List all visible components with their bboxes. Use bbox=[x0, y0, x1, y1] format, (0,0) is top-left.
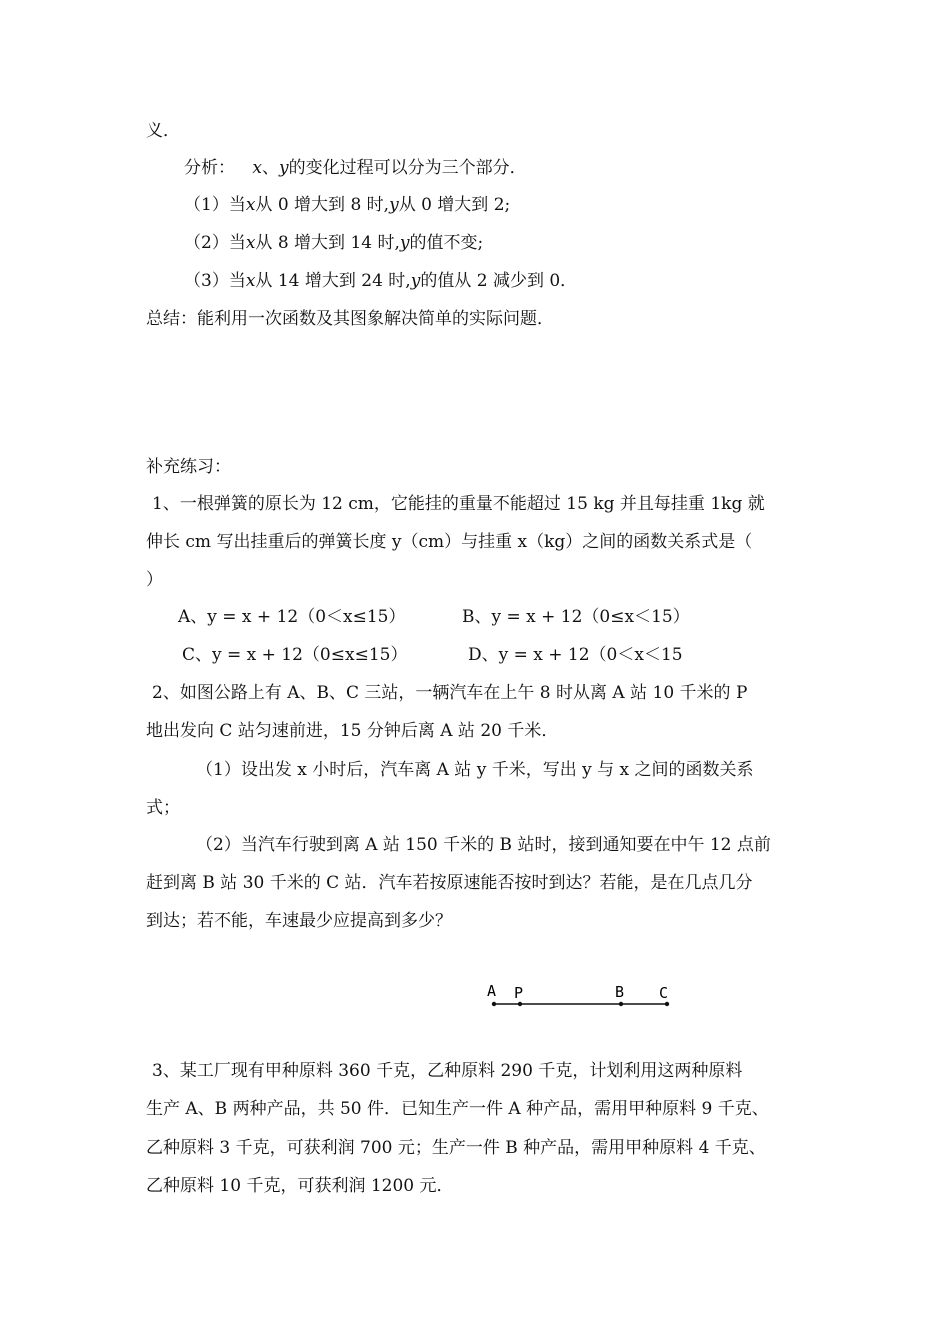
q1-option-c: C、y = x + 12（0≤x≤15） bbox=[182, 645, 408, 665]
q3-line-4: 乙种原料 10 千克，可获利润 1200 元． bbox=[146, 1176, 454, 1196]
var-x: x bbox=[245, 271, 256, 291]
part-text: 从 0 增大到 8 时, bbox=[255, 195, 390, 215]
road-diagram bbox=[480, 978, 680, 1018]
summary: 总结：能利用一次函数及其图象解决简单的实际问题． bbox=[146, 309, 554, 329]
q1-option-d: D、y = x + 12（0＜x＜15 bbox=[468, 645, 683, 665]
q1-option-b: B、y = x + 12（0≤x＜15） bbox=[462, 607, 690, 627]
analysis-part-1 bbox=[184, 194, 510, 216]
var-x: x bbox=[245, 195, 256, 215]
var-y: y bbox=[399, 233, 410, 253]
label-p: P bbox=[514, 984, 524, 1002]
q1-line-2: 伸长 cm 写出挂重后的弹簧长度 y（cm）与挂重 x（kg）之间的函数关系式是（ bbox=[146, 532, 753, 552]
var-y: y bbox=[279, 158, 289, 178]
part-text: （1）当 bbox=[184, 195, 246, 215]
part-text: （3）当 bbox=[184, 271, 246, 291]
analysis-part-2 bbox=[184, 232, 483, 254]
q2-line-2: 地出发向 C 站匀速前进，15 分钟后离 A 站 20 千米． bbox=[146, 721, 559, 741]
part-text: （2）当 bbox=[184, 233, 246, 253]
separator: 、 bbox=[262, 158, 279, 178]
part-text: 从 0 增大到 2; bbox=[398, 195, 511, 215]
q1-line-1: 1、一根弹簧的原长为 12 cm，它能挂的重量不能超过 15 kg 并且每挂重 1kg 就 bbox=[152, 494, 765, 514]
q2-sub2-line-3: 到达；若不能，车速最少应提高到多少？ bbox=[146, 911, 452, 931]
var-y: y bbox=[389, 195, 399, 215]
part-text: 的值不变; bbox=[409, 233, 484, 253]
part-text: 从 8 增大到 14 时, bbox=[255, 233, 400, 253]
label-c: C bbox=[659, 984, 669, 1002]
q3-line-3: 乙种原料 3 千克，可获利润 700 元；生产一件 B 种产品，需用甲种原料 4 千克、 bbox=[146, 1138, 766, 1158]
q3-line-2: 生产 A、B 两种产品，共 50 件．已知生产一件 A 种产品，需用甲种原料 9 千克、 bbox=[146, 1099, 769, 1119]
analysis-part-3 bbox=[184, 270, 577, 292]
label-a: A bbox=[487, 982, 497, 1000]
station-a-dot bbox=[492, 1002, 496, 1006]
var-x: x bbox=[245, 233, 256, 253]
part-text: 的值从 2 减少到 0． bbox=[420, 271, 578, 291]
analysis-intro-text: 的变化过程可以分为三个部分． bbox=[288, 158, 527, 178]
point-p-dot bbox=[518, 1002, 522, 1006]
q2-sub2-line-2: 赶到离 B 站 30 千米的 C 站．汽车若按原速能否按时到达？若能，是在几点几分 bbox=[146, 873, 753, 893]
part-text: 从 14 增大到 24 时, bbox=[255, 271, 411, 291]
q3-line-1: 3、某工厂现有甲种原料 360 千克，乙种原料 290 千克，计划利用这两种原料 bbox=[152, 1061, 743, 1081]
q1-line-3: ） bbox=[146, 570, 163, 590]
q2-sub2-line-1: （2）当汽车行驶到离 A 站 150 千米的 B 站时，接到通知要在中午 12 点前 bbox=[196, 835, 771, 855]
label-b: B bbox=[615, 983, 625, 1001]
station-c-dot bbox=[665, 1002, 669, 1006]
q2-sub1-line-1: （1）设出发 x 小时后，汽车离 A 站 y 千米，写出 y 与 x 之间的函数关系 bbox=[196, 760, 754, 780]
q2-sub1-line-2: 式； bbox=[146, 798, 180, 818]
station-b-dot bbox=[619, 1002, 623, 1006]
analysis-intro bbox=[184, 157, 527, 179]
q1-option-a: A、y = x + 12（0＜x≤15） bbox=[178, 607, 406, 627]
continued-text: 义． bbox=[146, 121, 180, 141]
exercise-heading: 补充练习： bbox=[146, 457, 231, 477]
analysis-label: 分析： bbox=[184, 158, 235, 178]
var-y: y bbox=[410, 271, 421, 291]
q2-line-1: 2、如图公路上有 A、B、C 三站，一辆汽车在上午 8 时从离 A 站 10 千米的 P bbox=[152, 683, 748, 703]
var-x: x bbox=[252, 158, 262, 178]
